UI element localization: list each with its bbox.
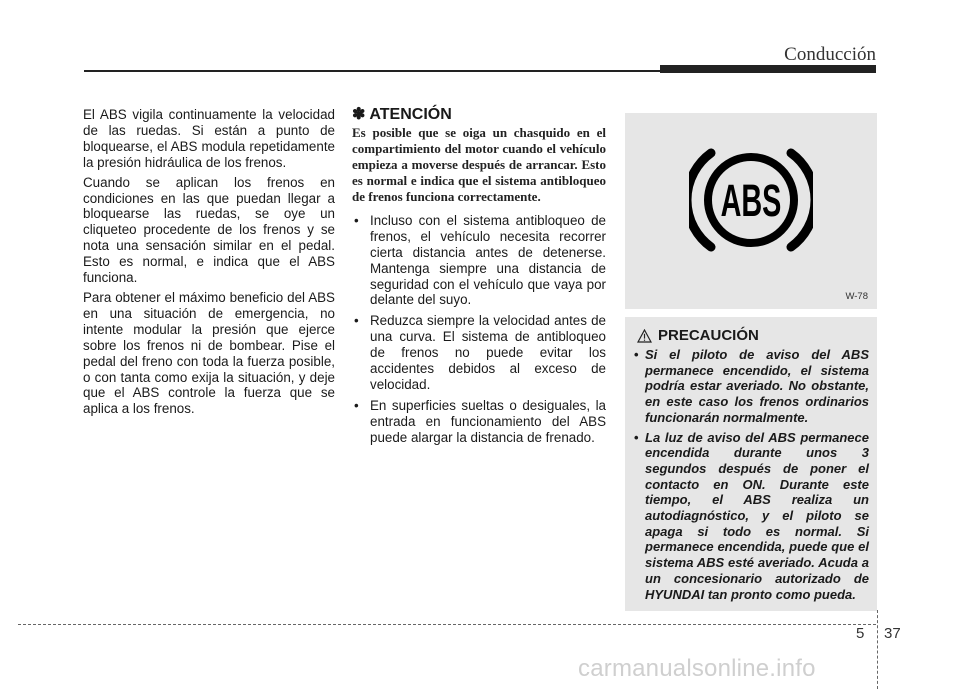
header-title: Conducción xyxy=(784,44,876,65)
attention-section xyxy=(352,107,606,451)
caution-title-text: PRECAUCIÓN xyxy=(658,327,759,344)
watermark: carmanualsonline.info xyxy=(578,655,816,682)
caution-item: • La luz de aviso del ABS permanece encendida durante unos 3 segundos después de poner el contacto en ON. Durante este tiempo, el ABS realiza un autodiagnóstico, y el piloto se apaga si todo es normal. Si permanece encendida, puede que el sistema ABS esté averiado. Acuda a un concesionario autorizado de HYUNDAI tan pronto como pueda. xyxy=(633,430,869,603)
section-number: 5 xyxy=(856,625,865,642)
warning-triangle-icon xyxy=(637,329,652,343)
attention-title-text: ATENCIÓN xyxy=(369,106,452,123)
caution-item: • Si el piloto de aviso del ABS permanece encendido, el sistema podría estar averiado. No obstante, en este caso los frenos ordinarios funcionarán normalmente. xyxy=(633,347,869,426)
left-column xyxy=(83,107,335,421)
figure-code: W-78 xyxy=(845,291,868,302)
caution-panel xyxy=(625,317,877,611)
header-rule-accent xyxy=(660,65,876,73)
attention-symbol-icon: ✽ xyxy=(352,106,366,123)
footer-divider xyxy=(877,610,878,689)
page-number: 37 xyxy=(884,625,901,642)
paragraph: Para obtener el máximo beneficio del ABS en una situación de emergencia, no intente modular la presión que ejerce sobre los frenos ni de bombear. Pise el pedal del freno con toda la fuerza posible, o con tanta como exija la situación, y deje que el ABS controle la fuerza que se aplica a los frenos. xyxy=(83,289,335,417)
attention-title xyxy=(352,107,606,123)
abs-figure-panel xyxy=(625,113,877,309)
paragraph: Cuando se aplican los frenos en condiciones en las que puedan llegar a bloquearse las ruedas, se oye un cliqueteo procedente de los frenos y se nota una sensación similar en el pedal. Esto es normal, e indica que el ABS funciona. xyxy=(83,174,335,286)
paragraph: El ABS vigila continuamente la velocidad de las ruedas. Si están a punto de bloquearse, el ABS modula repetidamente la presión hidráulica de los frenos. xyxy=(83,107,335,170)
attention-bullet: • En superficies sueltas o desiguales, la entrada en funcionamiento del ABS puede alargar la distancia de frenado. xyxy=(352,398,606,446)
attention-bullet: • Incluso con el sistema antibloqueo de frenos, el vehículo necesita recorrer cierta distancia antes de detenerse. Mantenga siempre una distancia de seguridad con el vehículo que vaya por delante del suyo. xyxy=(352,213,606,308)
abs-figure-label: ABS xyxy=(720,176,782,227)
header-rule xyxy=(84,70,660,72)
caution-title xyxy=(637,327,869,344)
attention-intro: Es posible que se oiga un chasquido en el compartimiento del motor cuando el vehículo empieza a moverse después de arrancar. Esto es normal e indica que el sistema antibloqueo de frenos funciona correctamente. xyxy=(352,124,606,204)
attention-bullet: • Reduzca siempre la velocidad antes de una curva. El sistema de antibloqueo de frenos no puede evitar los accidentes debidos al exceso de velocidad. xyxy=(352,313,606,393)
footer-rule xyxy=(18,624,876,625)
abs-warning-icon xyxy=(689,141,813,259)
